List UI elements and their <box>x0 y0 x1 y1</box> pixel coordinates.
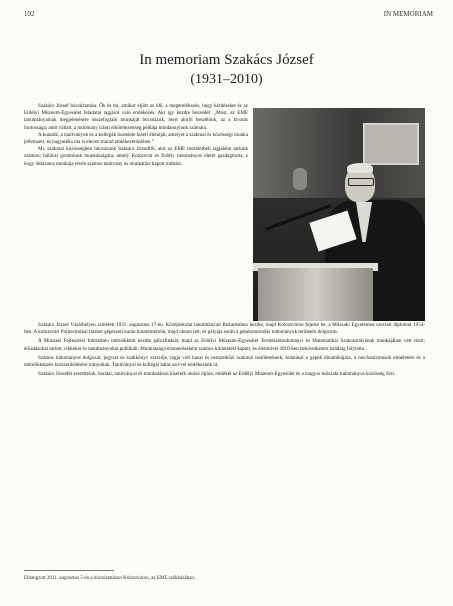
paragraph: Szakács József búcsúztatása. Ők és mi, amikor eljött az idő, a megemlékezés, hogy kérdéseket és az Erdélyi Múzeum-Egyesület feladatai tagjáról való emlékezés. Aki így kezdte beszédét: „Most, az EME tanulmányainak megjelenésére összefoglaló munkáját búcsúzzuk, mert akiről beszélünk, az a hivatás fontossága, amit vállalt, a tudomány iránti elkötelezettség példája mindannyiunk számára. <box>24 103 248 131</box>
journal-section: IN MEMORIAM <box>383 10 433 18</box>
portrait-photo <box>253 108 425 321</box>
paragraph: Szakács Józsefet szeretteink, barátai, tanítványai és munkatársai kísérték utolsó útjára; emlékét az Erdélyi Múzeum-Egyesület és a magyar műszaki tudományos közösség őrzi. <box>38 371 396 378</box>
title-block <box>0 50 453 90</box>
page-number: 192 <box>24 10 35 18</box>
article-title: In memoriam Szakács József <box>139 52 314 68</box>
footnote-divider <box>24 570 114 571</box>
paragraph: Mi, szakmai közösségben búcsúzunk Szakács Józseftől, akit az EME tiszteletbeli tagjaként tartunk számon; hálával gondolunk munkásságára, amely Kolozsvár és Erdély tudományos életét gazdagította, s hogy áldozatos munkája révén számos tanítvány és munkatárs kapott indítást. <box>24 146 248 167</box>
running-header <box>24 10 433 18</box>
main-text <box>24 322 425 380</box>
paragraph: A Műszaki Fejlesztési Intézetben mérnökként kezdte pályafutását, majd az Erdélyi Múzeum-Egyesület Természettudományi és Matematikai Szakosztályának munkájában vett részt; előadásokat tartott, cikkeket és tanulmányokat publikált. Munkássága elismeréseként számos kitüntetést kapott, és életművét 2010-ben bekövetkezett haláláig folytatta. <box>24 338 425 352</box>
paragraph: Szakács József Vásárhelyen született 1931. augusztus 17-én. Középiskolai tanulmányait Bukarestben kezdte, majd Kolozsváron fejezte be, a Műszaki Egyetemen szerzett diplomát 1954-ben. A kolozsvári Politechnikai Intézet gépészeti karán kutatómérnök, majd oktató lett, és pályája során a gépészmérnöki tudományok területén dolgozott. <box>24 322 425 336</box>
left-column <box>24 103 248 168</box>
paragraph: Számos tudományos dolgozat, jegyzet és szakkönyv szerzője, tagja volt hazai és nemzetközi szakmai testületeknek; kutatásai a gépek dinamikájára, a mechanizmusok elméletére és a mérnökképzés korszerűsítésére irányultak. Tanítványai és kollégái hálás szívvel emlékeznek rá. <box>24 354 425 369</box>
article-years: (1931–2010) <box>190 72 263 87</box>
paragraph: A kutatók, a tanítványok és a kollégák tisztelete kíséri életútját, amelyet a szakmai és közösségi munka jellemzett, és hagyatéka ma is eleven marad emlékezetünkben.” <box>24 131 248 146</box>
footnote: Elhangzott 2011. augusztus 5-én a búcsúztatáson Kolozsváron, az EME székházában. <box>24 576 196 581</box>
